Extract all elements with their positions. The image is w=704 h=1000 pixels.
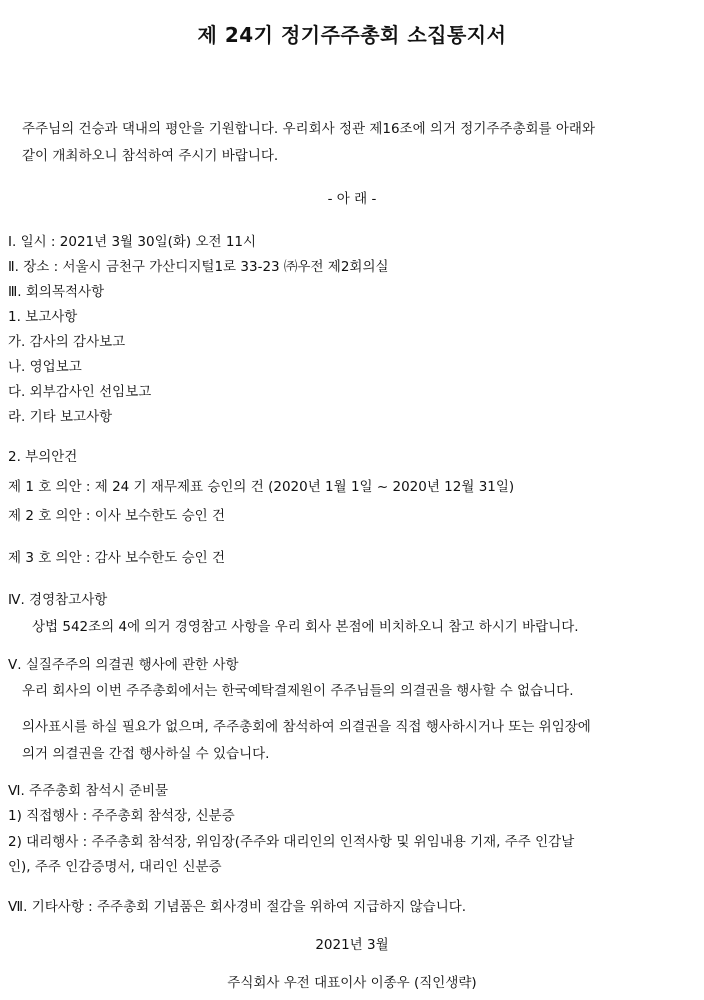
- voting-text-2-line-2: 의거 의결권을 간접 행사하실 수 있습니다.: [22, 746, 270, 762]
- reference-title: Ⅳ. 경영참고사항: [8, 592, 108, 608]
- report-item: 다. 외부감사인 선임보고: [8, 384, 152, 400]
- reference-text: 상법 542조의 4에 의거 경영참고 사항을 우리 회사 본점에 비치하오니 참고 하시기 바랍니다.: [32, 619, 579, 635]
- other-matters: Ⅶ. 기타사항 : 주주총회 기념품은 회사경비 절감을 위하여 지급하지 않습니다.: [8, 899, 467, 915]
- report-item: 가. 감사의 감사보고: [8, 334, 126, 350]
- meeting-place: Ⅱ. 장소 : 서울시 금천구 가산디지털1로 33-23 ㈜우전 제2회의실: [8, 259, 389, 275]
- signature-line: 주식회사 우전 대표이사 이종우 (직인생략): [227, 975, 477, 991]
- document-title: 제 24기 정기주주총회 소집통지서: [197, 23, 507, 47]
- voting-text-1: 우리 회사의 이번 주주총회에서는 한국예탁결제원이 주주님들의 의결권을 행사할 수 없습니다.: [22, 683, 574, 699]
- preparation-title: Ⅵ. 주주총회 참석시 준비물: [8, 783, 169, 799]
- resolutions-title: 2. 부의안건: [8, 449, 78, 465]
- resolution-item: 제 2 호 의안 : 이사 보수한도 승인 건: [8, 508, 226, 524]
- notice-date: 2021년 3월: [315, 937, 389, 953]
- greeting-line-1: 주주님의 건승과 댁내의 평안을 기원합니다. 우리회사 정관 제16조에 의거 정기주주총회를 아래와: [22, 121, 595, 137]
- resolution-item: 제 1 호 의안 : 제 24 기 재무제표 승인의 건 (2020년 1월 1일 ~ 2020년 12월 31일): [8, 479, 515, 495]
- preparation-direct: 1) 직접행사 : 주주총회 참석장, 신분증: [8, 808, 235, 824]
- voting-text-2-line-1: 의사표시를 하실 필요가 없으며, 주주총회에 참석하여 의결권을 직접 행사하시거나 또는 위임장에: [22, 719, 591, 735]
- meeting-datetime: Ⅰ. 일시 : 2021년 3월 30일(화) 오전 11시: [8, 234, 257, 250]
- report-item: 나. 영업보고: [8, 359, 82, 375]
- report-item: 라. 기타 보고사항: [8, 409, 113, 425]
- resolution-item: 제 3 호 의안 : 감사 보수한도 승인 건: [8, 550, 226, 566]
- preparation-proxy-line-2: 인), 주주 인감증명서, 대리인 신분증: [8, 859, 222, 875]
- preparation-proxy-line-1: 2) 대리행사 : 주주총회 참석장, 위임장(주주와 대리인의 인적사항 및 위임내용 기재, 주주 인감날: [8, 834, 575, 850]
- greeting-line-2: 같이 개최하오니 참석하여 주시기 바랍니다.: [22, 148, 279, 164]
- agenda-title: Ⅲ. 회의목적사항: [8, 284, 105, 300]
- voting-title: Ⅴ. 실질주주의 의결권 행사에 관한 사항: [8, 657, 239, 673]
- reports-title: 1. 보고사항: [8, 309, 78, 325]
- notice-heading: - 아 래 -: [327, 191, 377, 207]
